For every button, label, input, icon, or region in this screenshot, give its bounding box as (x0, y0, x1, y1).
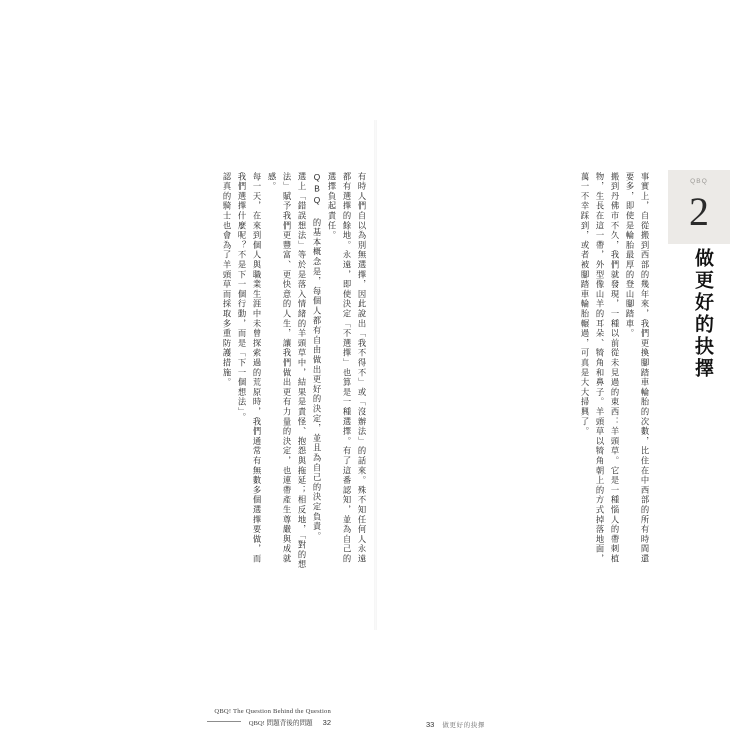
right-page-text-columns (577, 160, 652, 600)
body-column: 搬到丹佛市不久，我們就發現，一種以前從未見過的東西：羊頭草。它是一種惱人的帶刺植物，生長在這一帶，外型像山羊的耳朵、犄角和鼻子。羊頭草以犄角朝上的方式掉落地面，萬一不幸踩到，或者被腳踏車輪胎輾過，可真是大大掃興了。 (580, 172, 620, 564)
body-column: 有時人們自以為別無選擇，因此說出「我不得不」或「沒辦法」的話來。殊不知任何人永遠都有選擇的餘地。永遠，即使決定「不選擇」也算是一種選擇。有了這番認知，並為自己的選擇負起責任。 (327, 172, 367, 564)
left-page (30, 120, 375, 727)
body-column: QBQ 的基本概念是，每個人都有自由做出更好的決定，並且為自己的決定負責。 (312, 172, 322, 542)
folio-title-zh: QBQ! 問題背後的問題 (248, 720, 313, 727)
running-head: 做更好的抉擇 (442, 722, 485, 729)
folio-title-zh-row (207, 717, 331, 727)
page-number: 33 (426, 720, 435, 729)
chapter-badge-tag: QBQ (690, 178, 708, 185)
page-number: 32 (322, 717, 331, 727)
body-column: 事實上，自從搬到西部的幾年來，我們更換腳踏車輪胎的次數，比住在中西部的所有時間還要多，即使是輪胎最厚的登山腳踏車。 (625, 172, 650, 564)
left-page-folio (207, 708, 331, 727)
chapter-number-badge (668, 170, 730, 244)
right-page-folio (426, 720, 485, 729)
right-page (378, 120, 738, 729)
body-column: 每一天，在來到個人與職業生涯中未曾探索過的荒原時，我們通常有無數多個選擇要做，而我們選擇什麼呢？不是下一個行動，而是「下一個想法」。 (237, 172, 262, 564)
chapter-title: 做更好的抉擇 (692, 248, 713, 380)
body-column: 認真的騎士也會為了羊頭草而採取多重防護措施。 (222, 172, 232, 388)
left-page-text-columns (219, 160, 369, 600)
folio-title-en: QBQ! The Question Behind the Question (214, 708, 331, 715)
chapter-badge-number: 2 (689, 189, 709, 234)
folio-rule (207, 721, 241, 722)
body-column: 選上「錯誤想法」等於是落入情緒的羊頭草中，結果是責怪、抱怨與拖延；相反地，「對的想法」賦予我們更豐富、更快意的人生，讓我們做出更有力量的決定，也連帶產生尊嚴與成就感。 (267, 172, 307, 570)
